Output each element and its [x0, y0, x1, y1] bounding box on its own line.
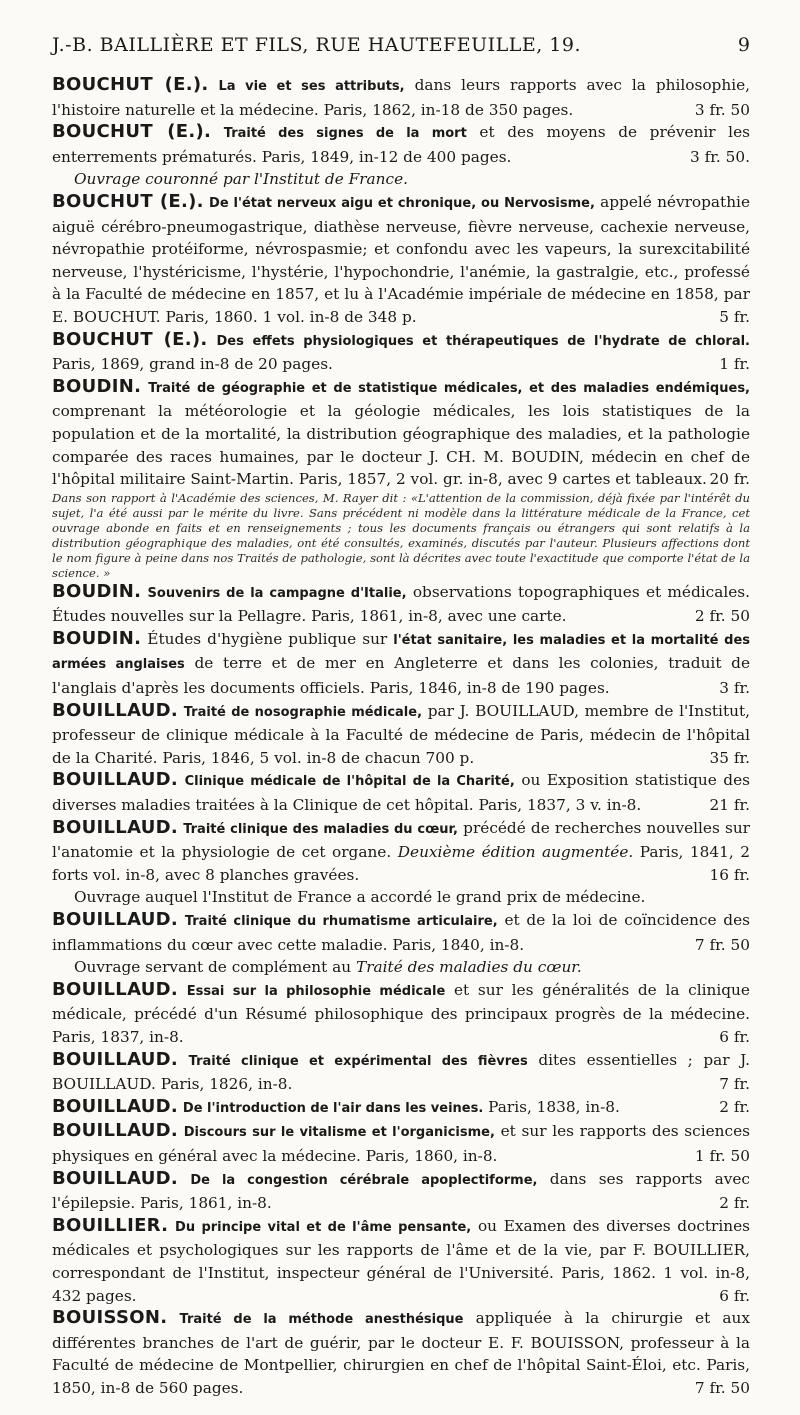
entry-price: 3 fr. 50. [690, 147, 750, 166]
entry-body: et de la loi de coïncidence des inflammations du cœur avec cette maladie. Paris, 1840, in-8. [52, 911, 750, 954]
entry-body: et sur les généralités de la clinique médicale, précédé d'un Résumé philosophique des principaux progrès de la médecine. Paris, 1837, in-8. [52, 980, 750, 1046]
entry-price: 35 fr. [709, 748, 750, 767]
entry-price: 1 fr. [719, 355, 750, 374]
entry-price: 3 fr. [719, 679, 750, 698]
entry-price: 7 fr. 50 [694, 1378, 750, 1397]
entry-remark [52, 956, 750, 979]
entry-title: Traité de géographie et de statistique médicales, et des maladies endémiques, [148, 380, 750, 396]
entry-title: La vie et ses attributs, [218, 79, 405, 94]
entry-title: Discours sur le vitalisme et l'organicisme, [183, 1125, 495, 1141]
entry-author: BOUILLAUD. [52, 769, 179, 791]
entry-author: BOUCHUT (E.). [52, 121, 212, 143]
entry-body: Paris, 1838, in-8. [488, 1097, 620, 1116]
entry-author: BOUILLAUD. [52, 699, 179, 721]
entry-author: BOUISSON. [52, 1307, 168, 1329]
entry-edition: Deuxième édition augmentée. [397, 843, 634, 862]
entry-title: Traité des signes de la mort [223, 126, 467, 142]
entry-title: Traité de la méthode anesthésique [179, 1312, 464, 1328]
entry-body: précédé de recherches nouvelles sur l'anatomie et la physiologie de cet organe. [52, 818, 750, 862]
entry-author: BOUDIN. [52, 375, 142, 397]
catalog-entry [52, 1215, 750, 1307]
entry-author: BOUILLAUD. [52, 1167, 179, 1189]
entry-price: 6 fr. [719, 1286, 750, 1305]
catalog-entry [52, 1096, 750, 1121]
entry-body: ou Exposition statistique des diverses maladies traitées à la Clinique de cet hôpital. Paris, 1837, 3 v. in-8. [52, 771, 750, 815]
entry-remark-title: Traité des maladies du cœur. [356, 958, 582, 977]
catalog-entry [52, 979, 750, 1049]
entry-author: BOUILLAUD. [52, 1095, 179, 1117]
entry-title: De la congestion cérébrale apoplectiforme, [190, 1172, 538, 1188]
entry-title: Souvenirs de la campagne d'Italie, [147, 585, 407, 601]
catalog-entry [52, 329, 750, 376]
catalog-entry [52, 121, 750, 191]
entry-remark: Ouvrage auquel l'Institut de France a accordé le grand prix de médecine. [74, 888, 646, 907]
entry-title: Traité clinique du rhumatisme articulaire, [184, 914, 498, 929]
entry-title: Traité clinique et expérimental des fièvres [188, 1053, 528, 1069]
entry-author: BOUILLAUD. [52, 1120, 179, 1142]
entry-title: De l'état nerveux aigu et chronique, ou Nervosisme, [209, 195, 595, 211]
entry-body: appelé névropathie aiguë cérébro-pneumogastrique, diathèse nerveuse, fièvre nerveuse, cachexie nerveuse, névropathie protéiforme, névrospasmie; et confondu avec les vapeurs, la surexcitabilité nerveuse, l'hystéricisme, l'hystérie, l'hypochondrie, l'anémie, la gastralgie, etc., professé à la Faculté de médecine en 1857, et lu à l'Académie impériale de médecine en 1858, par E. BOUCHUT. Paris, 1860. 1 vol. in-8 de 348 p. [52, 192, 751, 326]
entry-title: De l'introduction de l'air dans les veines. [182, 1100, 484, 1116]
entry-author: BOUILLAUD. [52, 816, 179, 838]
entry-price: 7 fr. 50 [694, 935, 750, 954]
entry-title: Essai sur la philosophie médicale [186, 983, 446, 999]
entry-remark-text: Ouvrage servant de complément au [74, 958, 352, 977]
catalog-entry [52, 628, 750, 700]
entry-body: Paris, 1841, 2 forts vol. in-8, avec 8 planches gravées. [52, 843, 750, 884]
catalog-entry [52, 1120, 750, 1167]
catalog-entry [52, 700, 750, 770]
entry-title: Du principe vital et de l'âme pensante, [175, 1219, 472, 1235]
entry-body: et des moyens de prévenir les enterrements prématurés. Paris, 1849, in-12 de 400 pages. [52, 123, 750, 166]
entry-price: 21 fr. [709, 796, 750, 815]
entry-price: 2 fr. [719, 1097, 750, 1116]
entry-body: Paris, 1869, grand in-8 de 20 pages. [52, 355, 333, 374]
entry-price: 7 fr. [719, 1075, 750, 1094]
entry-body: ou Examen des diverses doctrines médicales et psychologiques sur les rapports de l'âme et de la vie, par F. BOUILLIER, correspondant de l'Institut, inspecteur général de l'Université. Paris, 1862. 1 vol. in-8, 432 pages. [52, 1216, 750, 1305]
catalog-entry [52, 817, 750, 909]
entry-author: BOUILLAUD. [52, 1048, 179, 1070]
entry-list [52, 74, 750, 1399]
entry-price: 2 fr. 50 [694, 607, 750, 626]
entry-title: Traité clinique des maladies du cœur, [183, 821, 458, 837]
catalog-entry [52, 74, 750, 121]
catalog-entry [52, 1168, 750, 1215]
catalog-entry [52, 1049, 750, 1096]
entry-body: dans leurs rapports avec la philosophie, l'histoire naturelle et la médecine. Paris, 1862, in-18 de 350 pages. [52, 76, 750, 119]
entry-title: l'état sanitaire, les maladies et la mortalité des armées anglaises [52, 632, 750, 673]
catalog-entry [52, 1307, 750, 1399]
entry-title: Des effets physiologiques et thérapeutiques de l'hydrate de chloral. [216, 333, 750, 349]
entry-body: de terre et de mer en Angleterre et dans les colonies, traduit de l'anglais d'après les documents officiels. Paris, 1846, in-8 de 190 pages. [52, 654, 751, 698]
entry-price: 3 fr. 50 [694, 100, 750, 119]
entry-price: 6 fr. [719, 1027, 750, 1046]
entry-price: 1 fr. 50 [694, 1146, 750, 1165]
entry-author: BOUCHUT (E.). [52, 74, 209, 95]
entry-author: BOUILLAUD. [52, 978, 179, 1000]
entry-author: BOUCHUT (E.). [52, 328, 208, 350]
page-header [52, 34, 750, 60]
entry-author: BOUDIN. [52, 627, 142, 649]
entry-price: 5 fr. [719, 307, 750, 326]
catalog-entry [52, 376, 750, 581]
entry-title: Clinique médicale de l'hôpital de la Charité, [184, 774, 515, 790]
entry-author: BOUCHUT (E.). [52, 190, 204, 212]
entry-title: Traité de nosographie médicale, [183, 704, 423, 720]
running-title: J.-B. BAILLIÈRE ET FILS, RUE HAUTEFEUILLE, 19. [52, 34, 582, 56]
entry-body: Études d'hygiène publique sur [147, 629, 394, 648]
entry-remark: Ouvrage couronné par l'Institut de France. [74, 170, 409, 189]
entry-body: dans ses rapports avec l'épilepsie. Paris, 1861, in-8. [52, 1169, 750, 1213]
entry-body: appliquée à la chirurgie et aux différentes branches de l'art de guérir, par le docteur E. F. BOUISSON, professeur à la Faculté de médecine de Montpellier, chirurgien en chef de l'hôpital Saint-Éloi, etc. Paris, 1850, in-8 de 560 pages. [52, 1309, 750, 1397]
entry-price: 20 fr. [709, 470, 750, 489]
page-number: 9 [737, 34, 750, 56]
catalog-entry [52, 909, 750, 979]
entry-author: BOUDIN. [52, 580, 142, 602]
entry-author: BOUILLAUD. [52, 909, 179, 930]
entry-body: observations topographiques et médicales. Études nouvelles sur la Pellagre. Paris, 1861, in-8, avec une carte. [52, 582, 750, 626]
catalog-entry [52, 581, 750, 628]
catalog-entry [52, 191, 750, 329]
entry-body: comprenant la météorologie et la géologie médicales, les lois statistiques de la population et de la mortalité, la distribution géographique des maladies, et la pathologie comparée des races humaines, par le docteur J. CH. M. BOUDIN, médecin en chef de l'hôpital militaire Saint-Martin. Paris, 1857, 2 vol. gr. in-8, avec 9 cartes et tableaux. [52, 402, 750, 489]
entry-body: dites essentielles ; par J. BOUILLAUD. Paris, 1826, in-8. [52, 1050, 750, 1094]
entry-price: 16 fr. [709, 865, 750, 884]
entry-price: 2 fr. [719, 1194, 750, 1213]
entry-author: BOUILLIER. [52, 1214, 169, 1236]
catalog-entry [52, 769, 750, 816]
entry-body: par J. BOUILLAUD, membre de l'Institut, professeur de clinique médicale à la Faculté de médecine de Paris, médecin de l'hôpital de la Charité. Paris, 1846, 5 vol. in-8 de chacun 700 p. [52, 701, 750, 767]
entry-review-note: Dans son rapport à l'Académie des sciences, M. Rayer dit : «L'attention de la commission, déjà fixée par l'intérêt du sujet, l'a été aussi par le mérite du livre. Sans précédent ni modèle dans la littérature médicale de la France, cet ouvrage abonde en faits et en renseignements ; tous les documents français ou étrangers qui sont relatifs à la distribution géographique des maladies, ont été consultés, examinés, discutés par l'auteur. Plusieurs affections dont le nom figure à peine dans nos Traités de pathologie, sont là décrites avec toute l'exactitude que comporte l'état de la science. » [52, 490, 750, 580]
entry-body: et sur les rapports des sciences physiques en général avec la médecine. Paris, 1860, in-8. [52, 1122, 750, 1165]
